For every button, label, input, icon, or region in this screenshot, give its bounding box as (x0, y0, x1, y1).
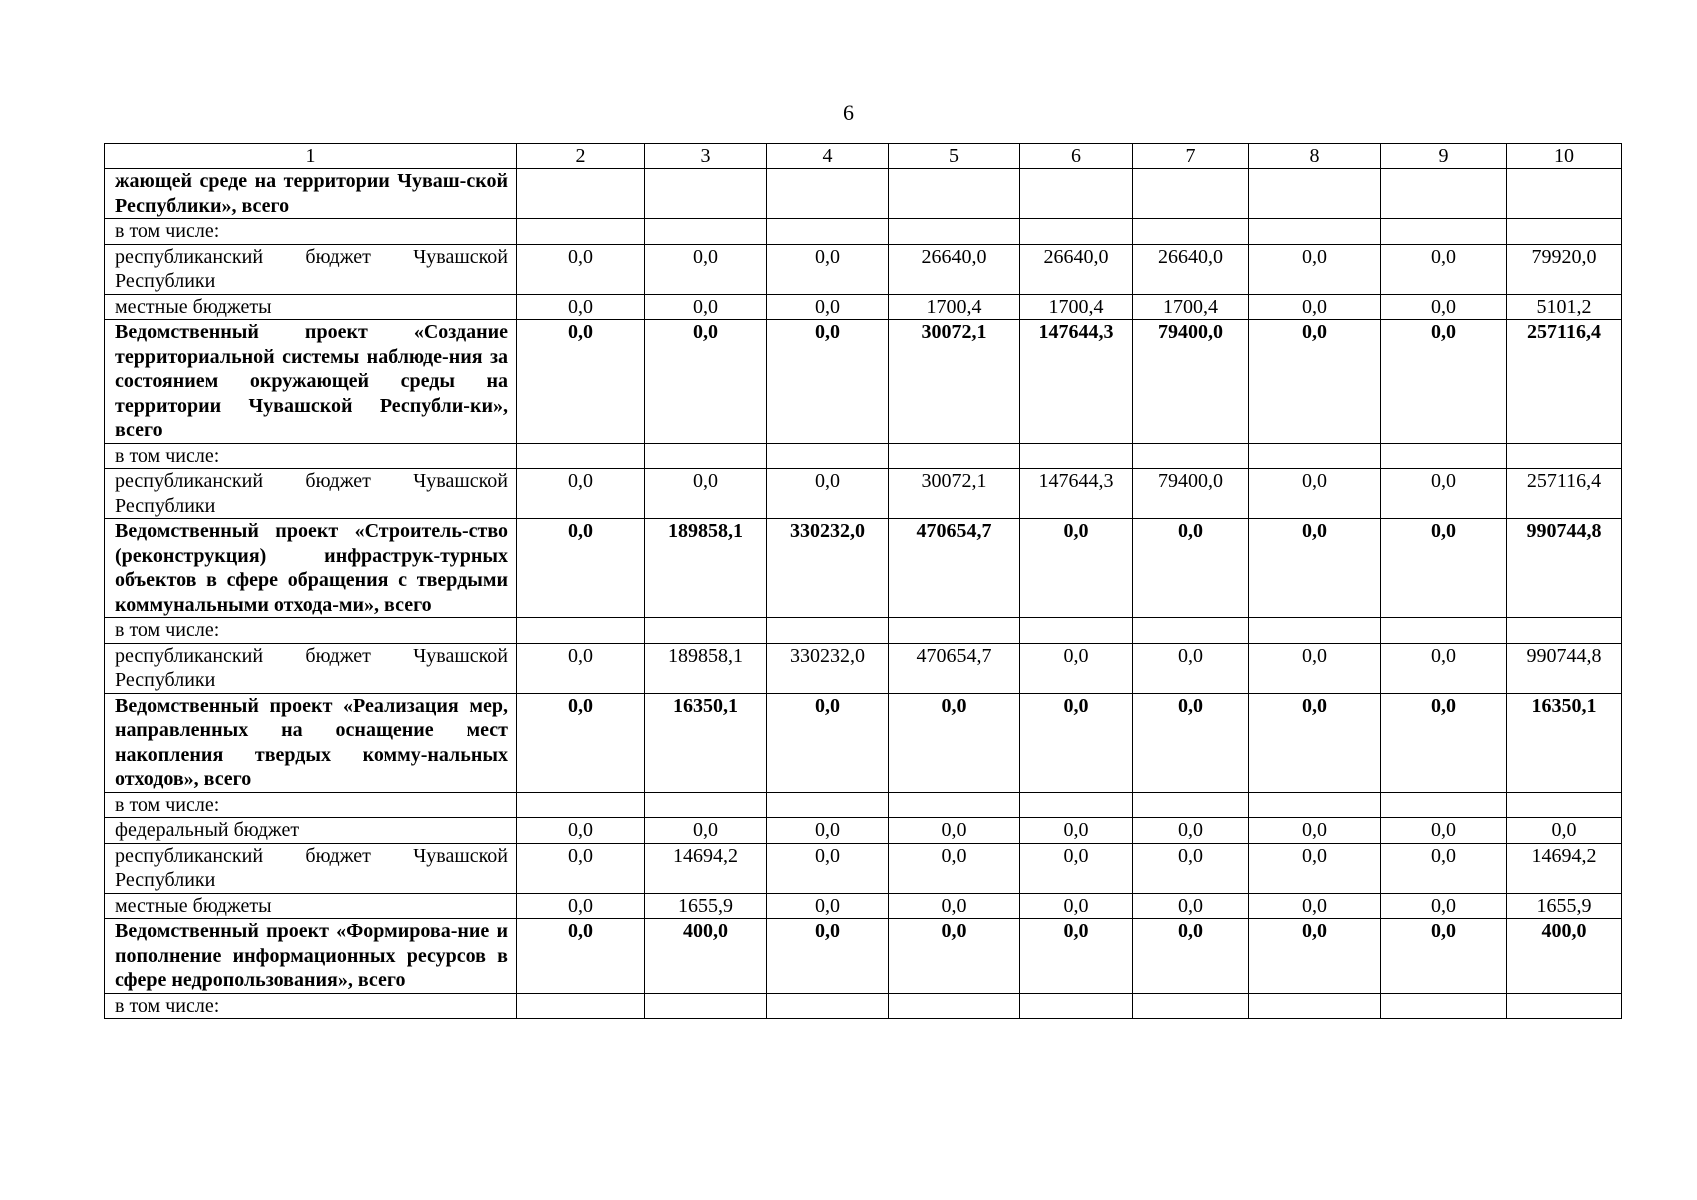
value-cell: 0,0 (1133, 893, 1249, 919)
value-cell (645, 219, 767, 245)
value-cell: 0,0 (1381, 843, 1507, 893)
column-header: 1 (105, 144, 517, 169)
page-number: 6 (843, 100, 854, 125)
value-cell (1249, 169, 1381, 219)
value-cell: 0,0 (889, 893, 1020, 919)
budget-source-row (105, 244, 1622, 294)
subheading-row (105, 792, 1622, 818)
value-cell: 257116,4 (1507, 320, 1622, 444)
value-cell (1249, 618, 1381, 644)
value-cell: 0,0 (1381, 244, 1507, 294)
row-label: Ведомственный проект «Реализация мер, направленных на оснащение мест накопления твердых комму-нальных отходов», всего (105, 693, 517, 792)
value-cell: 0,0 (1133, 519, 1249, 618)
value-cell: 0,0 (1249, 843, 1381, 893)
value-cell: 0,0 (767, 469, 889, 519)
value-cell (1133, 169, 1249, 219)
value-cell: 0,0 (767, 693, 889, 792)
value-cell (645, 169, 767, 219)
value-cell: 0,0 (517, 893, 645, 919)
subheading-row (105, 219, 1622, 245)
value-cell: 1700,4 (889, 294, 1020, 320)
value-cell: 30072,1 (889, 469, 1020, 519)
row-label: республиканский бюджет Чувашской Республики (105, 244, 517, 294)
value-cell: 0,0 (1381, 693, 1507, 792)
row-label: федеральный бюджет (105, 818, 517, 844)
value-cell: 0,0 (767, 244, 889, 294)
value-cell (1133, 219, 1249, 245)
value-cell: 0,0 (517, 320, 645, 444)
value-cell: 0,0 (1249, 244, 1381, 294)
value-cell: 0,0 (1020, 818, 1133, 844)
column-header: 6 (1020, 144, 1133, 169)
table-body (105, 169, 1622, 1019)
value-cell: 0,0 (1381, 643, 1507, 693)
value-cell: 0,0 (1020, 643, 1133, 693)
value-cell (767, 169, 889, 219)
row-label: в том числе: (105, 219, 517, 245)
project-total-row (105, 320, 1622, 444)
value-cell: 0,0 (645, 244, 767, 294)
column-header: 7 (1133, 144, 1249, 169)
value-cell: 470654,7 (889, 519, 1020, 618)
value-cell: 400,0 (1507, 919, 1622, 994)
value-cell (1381, 792, 1507, 818)
value-cell (1249, 219, 1381, 245)
value-cell: 0,0 (1249, 893, 1381, 919)
value-cell: 0,0 (1381, 519, 1507, 618)
value-cell: 0,0 (645, 294, 767, 320)
row-label: республиканский бюджет Чувашской Республики (105, 469, 517, 519)
value-cell: 0,0 (1249, 519, 1381, 618)
value-cell: 0,0 (1249, 469, 1381, 519)
value-cell (1381, 219, 1507, 245)
value-cell (889, 792, 1020, 818)
value-cell: 1700,4 (1020, 294, 1133, 320)
value-cell (645, 792, 767, 818)
value-cell: 16350,1 (645, 693, 767, 792)
value-cell (517, 169, 645, 219)
value-cell: 330232,0 (767, 519, 889, 618)
value-cell (517, 618, 645, 644)
value-cell: 0,0 (645, 320, 767, 444)
value-cell: 0,0 (1020, 693, 1133, 792)
value-cell: 0,0 (1381, 919, 1507, 994)
budget-source-row (105, 893, 1622, 919)
value-cell: 189858,1 (645, 643, 767, 693)
value-cell (767, 219, 889, 245)
budget-source-row (105, 294, 1622, 320)
value-cell (1507, 618, 1622, 644)
value-cell: 0,0 (1133, 643, 1249, 693)
value-cell: 0,0 (517, 519, 645, 618)
value-cell (1249, 443, 1381, 469)
value-cell: 0,0 (1249, 294, 1381, 320)
value-cell (645, 993, 767, 1019)
value-cell: 0,0 (1381, 320, 1507, 444)
column-header: 2 (517, 144, 645, 169)
value-cell (517, 219, 645, 245)
value-cell: 0,0 (1507, 818, 1622, 844)
value-cell: 0,0 (889, 818, 1020, 844)
row-label: республиканский бюджет Чувашской Республики (105, 843, 517, 893)
value-cell: 0,0 (1020, 843, 1133, 893)
value-cell (1381, 993, 1507, 1019)
subheading-row (105, 443, 1622, 469)
value-cell: 0,0 (1249, 818, 1381, 844)
budget-source-row (105, 643, 1622, 693)
project-total-row (105, 169, 1622, 219)
budget-source-row (105, 843, 1622, 893)
value-cell: 1700,4 (1133, 294, 1249, 320)
value-cell (517, 443, 645, 469)
value-cell (767, 993, 889, 1019)
value-cell (1133, 443, 1249, 469)
value-cell: 470654,7 (889, 643, 1020, 693)
budget-source-row (105, 818, 1622, 844)
value-cell (767, 443, 889, 469)
value-cell: 330232,0 (767, 643, 889, 693)
value-cell: 0,0 (1381, 294, 1507, 320)
value-cell (1020, 219, 1133, 245)
value-cell: 0,0 (645, 469, 767, 519)
value-cell: 16350,1 (1507, 693, 1622, 792)
value-cell (1507, 443, 1622, 469)
value-cell: 79400,0 (1133, 320, 1249, 444)
budget-table (104, 143, 1622, 1019)
row-label: местные бюджеты (105, 294, 517, 320)
project-total-row (105, 919, 1622, 994)
value-cell: 14694,2 (1507, 843, 1622, 893)
value-cell (1020, 792, 1133, 818)
row-label: Ведомственный проект «Формирова-ние и пополнение информационных ресурсов в сфере недропользования», всего (105, 919, 517, 994)
value-cell: 0,0 (767, 843, 889, 893)
value-cell: 0,0 (1133, 919, 1249, 994)
value-cell (889, 219, 1020, 245)
row-label: местные бюджеты (105, 893, 517, 919)
value-cell (1133, 618, 1249, 644)
value-cell (889, 443, 1020, 469)
value-cell: 0,0 (889, 919, 1020, 994)
value-cell (889, 618, 1020, 644)
value-cell: 0,0 (767, 294, 889, 320)
value-cell: 400,0 (645, 919, 767, 994)
value-cell (1507, 792, 1622, 818)
row-label: Ведомственный проект «Строитель-ство (реконструкция) инфраструк-турных объектов в сфере обращения с твердыми коммунальными отхода-ми», всего (105, 519, 517, 618)
column-number-row (105, 144, 1622, 169)
row-label: в том числе: (105, 443, 517, 469)
value-cell: 147644,3 (1020, 320, 1133, 444)
value-cell: 1655,9 (645, 893, 767, 919)
value-cell (1507, 219, 1622, 245)
value-cell: 26640,0 (1133, 244, 1249, 294)
value-cell (1507, 169, 1622, 219)
value-cell (1020, 169, 1133, 219)
value-cell: 147644,3 (1020, 469, 1133, 519)
column-header: 3 (645, 144, 767, 169)
row-label: Ведомственный проект «Создание территориальной системы наблюде-ния за состоянием окружающей среды на территории Чувашской Республи-ки», всего (105, 320, 517, 444)
column-header: 8 (1249, 144, 1381, 169)
value-cell: 0,0 (1133, 843, 1249, 893)
value-cell: 0,0 (889, 693, 1020, 792)
value-cell (1381, 618, 1507, 644)
value-cell: 990744,8 (1507, 643, 1622, 693)
value-cell: 0,0 (517, 244, 645, 294)
value-cell: 189858,1 (645, 519, 767, 618)
value-cell (889, 993, 1020, 1019)
value-cell: 0,0 (517, 843, 645, 893)
value-cell: 257116,4 (1507, 469, 1622, 519)
subheading-row (105, 993, 1622, 1019)
value-cell (645, 443, 767, 469)
value-cell: 0,0 (1249, 919, 1381, 994)
value-cell: 0,0 (645, 818, 767, 844)
value-cell: 79400,0 (1133, 469, 1249, 519)
value-cell (1249, 792, 1381, 818)
value-cell: 0,0 (517, 469, 645, 519)
value-cell (1020, 618, 1133, 644)
value-cell: 0,0 (1381, 893, 1507, 919)
value-cell: 79920,0 (1507, 244, 1622, 294)
value-cell (889, 169, 1020, 219)
project-total-row (105, 693, 1622, 792)
column-header: 5 (889, 144, 1020, 169)
value-cell: 0,0 (517, 919, 645, 994)
value-cell: 0,0 (1133, 693, 1249, 792)
value-cell: 30072,1 (889, 320, 1020, 444)
value-cell: 0,0 (1249, 320, 1381, 444)
value-cell: 0,0 (1020, 893, 1133, 919)
value-cell: 0,0 (1020, 919, 1133, 994)
project-total-row (105, 519, 1622, 618)
value-cell: 0,0 (1381, 818, 1507, 844)
value-cell: 26640,0 (889, 244, 1020, 294)
value-cell: 1655,9 (1507, 893, 1622, 919)
value-cell (1381, 169, 1507, 219)
row-label: жающей среде на территории Чуваш-ской Республики», всего (105, 169, 517, 219)
value-cell (1133, 993, 1249, 1019)
value-cell: 0,0 (767, 320, 889, 444)
value-cell (1381, 443, 1507, 469)
row-label: в том числе: (105, 993, 517, 1019)
value-cell (1020, 993, 1133, 1019)
value-cell (767, 618, 889, 644)
value-cell: 0,0 (1133, 818, 1249, 844)
value-cell (1133, 792, 1249, 818)
value-cell: 0,0 (1020, 519, 1133, 618)
value-cell (1020, 443, 1133, 469)
value-cell: 0,0 (517, 818, 645, 844)
value-cell: 0,0 (517, 693, 645, 792)
column-header: 10 (1507, 144, 1622, 169)
value-cell (517, 993, 645, 1019)
value-cell: 0,0 (1249, 693, 1381, 792)
column-header: 4 (767, 144, 889, 169)
value-cell: 0,0 (517, 643, 645, 693)
subheading-row (105, 618, 1622, 644)
value-cell: 990744,8 (1507, 519, 1622, 618)
value-cell (1507, 993, 1622, 1019)
value-cell: 5101,2 (1507, 294, 1622, 320)
value-cell: 0,0 (767, 818, 889, 844)
value-cell (1249, 993, 1381, 1019)
value-cell (767, 792, 889, 818)
value-cell: 0,0 (517, 294, 645, 320)
budget-source-row (105, 469, 1622, 519)
value-cell: 0,0 (1381, 469, 1507, 519)
value-cell: 0,0 (767, 919, 889, 994)
value-cell: 26640,0 (1020, 244, 1133, 294)
row-label: в том числе: (105, 618, 517, 644)
row-label: республиканский бюджет Чувашской Республики (105, 643, 517, 693)
value-cell: 14694,2 (645, 843, 767, 893)
value-cell: 0,0 (889, 843, 1020, 893)
value-cell (517, 792, 645, 818)
value-cell (645, 618, 767, 644)
value-cell: 0,0 (767, 893, 889, 919)
value-cell: 0,0 (1249, 643, 1381, 693)
row-label: в том числе: (105, 792, 517, 818)
column-header: 9 (1381, 144, 1507, 169)
